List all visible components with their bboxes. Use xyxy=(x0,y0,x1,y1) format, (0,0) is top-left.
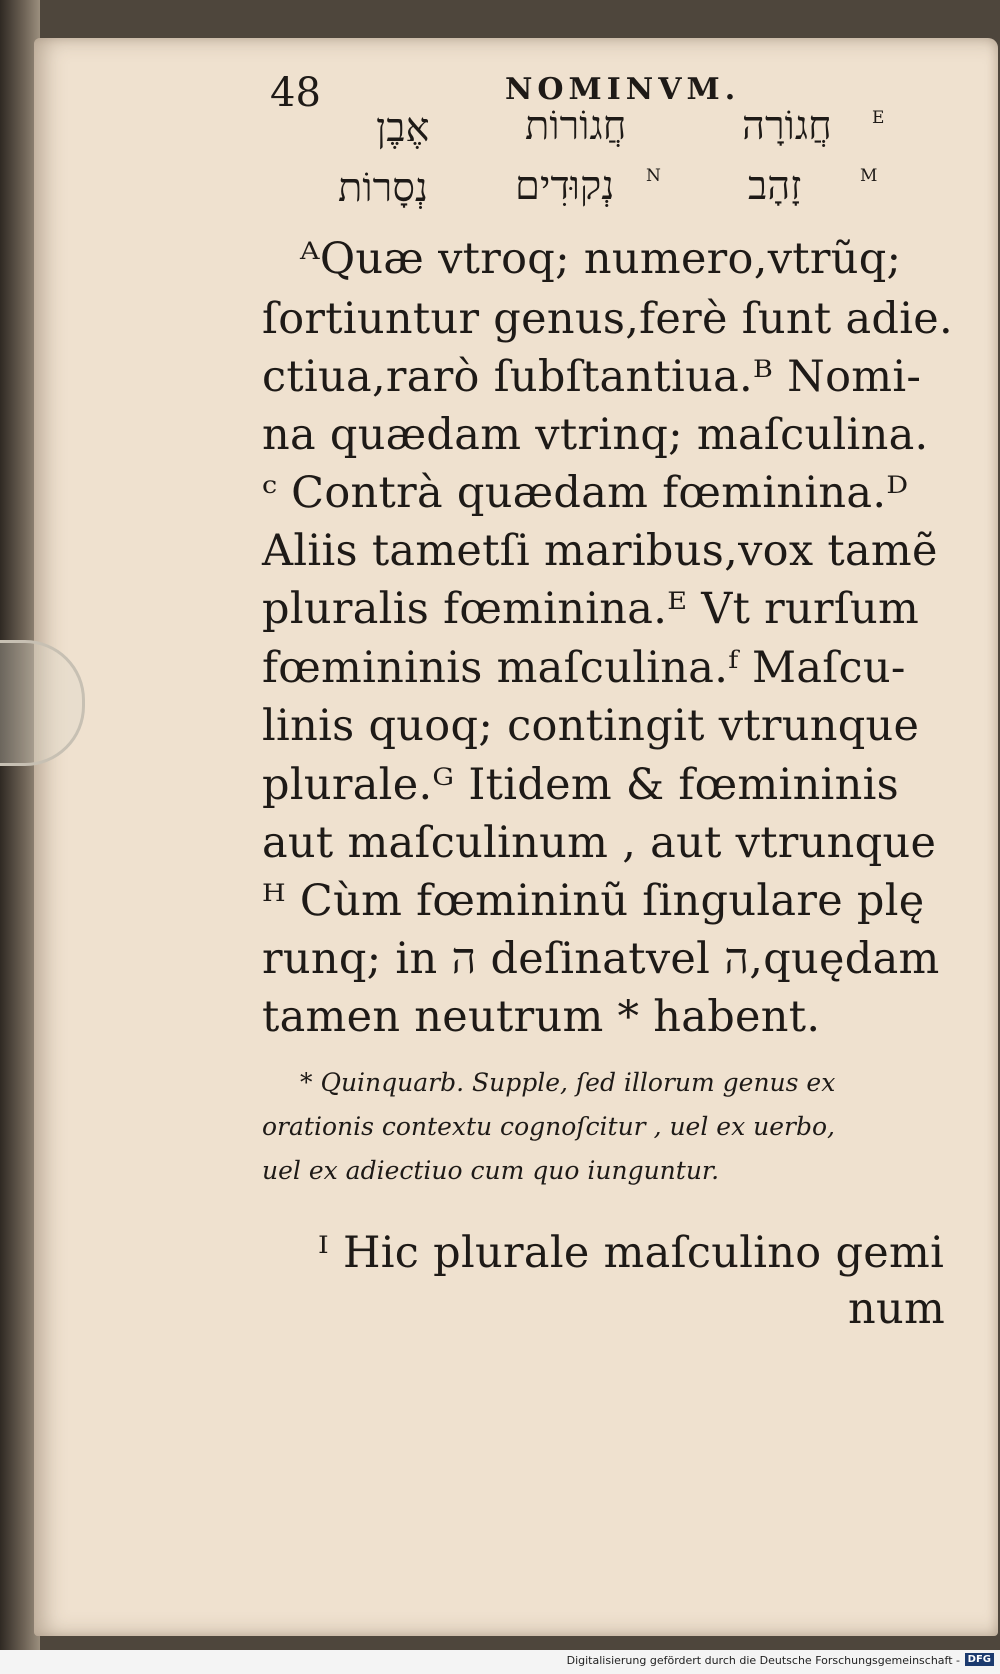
body-line: ᴵ Hic plurale maſculino gemi xyxy=(318,1228,945,1278)
body-line: Aliis tametſi maribus,vox tamẽ xyxy=(262,526,938,576)
body-line: ᴬQuæ vtroq; numero,vtrũq; xyxy=(300,234,902,284)
reference-mark: E xyxy=(872,108,885,128)
body-line: pluralis fœminina.ᴱ Vt rurſum xyxy=(262,584,920,634)
body-line: ᶜ Contrà quædam fœminina.ᴰ xyxy=(262,468,909,518)
hebrew-word: זָהָב xyxy=(748,163,802,209)
body-line: linis quoq; contingit vtrunque xyxy=(262,701,920,751)
hebrew-word: נְסָרוֹת xyxy=(338,165,429,211)
body-line: tamen neutrum * habent. xyxy=(262,992,821,1042)
hebrew-word: נְקוּדִים xyxy=(515,163,615,209)
funding-credit: Digitalisierung gefördert durch die Deutsche Forschungsgemeinschaft - xyxy=(566,1654,960,1667)
dfg-logo: DFG xyxy=(965,1653,994,1666)
page-number: 48 xyxy=(270,70,321,116)
reference-mark: N xyxy=(646,166,661,186)
running-head: NOMINVM. xyxy=(505,72,741,107)
body-line: plurale.ᴳ Itidem & fœmininis xyxy=(262,760,900,810)
body-line: ctiua,rarò ſubſtantiua.ᴮ Nomi- xyxy=(262,352,922,402)
body-line: aut maſculinum , aut vtrunque xyxy=(262,818,937,868)
body-line: ᴴ Cùm fœmininũ ſingulare plę xyxy=(262,876,925,926)
body-line: ſortiuntur genus,ferè ſunt adie. xyxy=(262,294,953,344)
hebrew-word: חֲגוֹרוֹת xyxy=(525,103,627,149)
body-line: fœmininis maſculina.ᶠ Maſcu- xyxy=(262,643,906,693)
reference-mark: M xyxy=(860,166,878,186)
hebrew-word: אֶבֶן xyxy=(376,105,430,151)
note-line: orationis contextu cognoſcitur , uel ex uerbo, xyxy=(262,1112,835,1141)
catchword: num xyxy=(848,1284,946,1334)
note-line: * Quinquarb. Supple, ſed illorum genus ex xyxy=(300,1068,836,1097)
body-line: runq; in ה deſinatvel ה,quędam xyxy=(262,934,940,984)
body-line: na quædam vtrinq; maſculina. xyxy=(262,410,929,460)
note-line: uel ex adiectiuo cum quo iunguntur. xyxy=(262,1156,720,1185)
hebrew-word: חֲגוֹרָה xyxy=(742,103,832,149)
